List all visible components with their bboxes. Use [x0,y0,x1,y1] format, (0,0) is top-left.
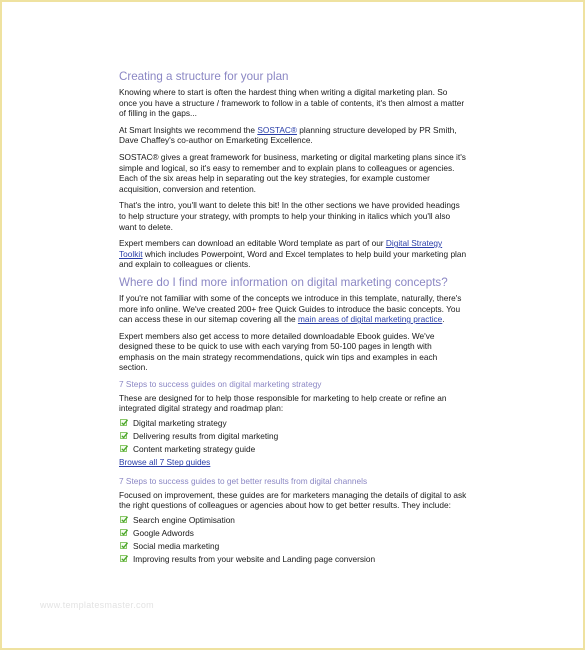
list-item-label: Google Adwords [133,527,194,538]
list-item-label: Improving results from your website and Landing page conversion [133,554,376,565]
checkmark-icon [120,419,127,426]
strategy-guides-list [119,418,467,455]
text: Expert members can download an editable Word template as part of our [119,238,386,249]
text: which includes Powerpoint, Word and Excel templates to help build your marketing plan and explain to colleagues or clients. [119,248,467,270]
paragraph-ebook-guides: Expert members also get access to more detailed downloadable Ebook guides. We've designed these to be quick to use with each varying from 50-100 pages in length with emphasis on the main strategy recommendations, quick win tips and examples in each section. [119,330,438,373]
text: At Smart Insights we recommend the [119,124,258,135]
checkmark-icon [120,542,127,549]
list-item [119,541,467,552]
paragraph-intro: Knowing where to start is often the hardest thing when writing a digital marketing plan. So once you have a structure / framework to follow in a table of contents, it's then almost a matter of filling in the gaps... [119,87,465,119]
subheading-strategy-guides: 7 Steps to success guides on digital marketing strategy [119,379,322,390]
watermark: www.templatesmaster.com [40,600,154,610]
list-item-label: Digital marketing strategy [133,417,227,428]
list-item-label: Social media marketing [133,541,220,552]
text: If you're not familiar with some of the concepts we introduce in this template, naturally, there's more info online. We've created 200+ free Quick Guides to introduce the basic concepts. You can access these in our sitemap covering all the [119,292,462,325]
paragraph-channel-guides-intro: Focused on improvement, these guides are for marketers managing the details of digital to ask the right questions of colleagues or agencies about how to get better results. They include: [119,489,467,511]
list-item [119,554,467,565]
text: . [442,314,445,325]
checkmark-icon [120,529,127,536]
checkmark-icon [120,432,127,439]
list-item [119,431,467,442]
list-item [119,444,467,455]
list-item-label: Delivering results from digital marketing [133,431,279,442]
digital-strategy-toolkit-link[interactable]: Digital Strategy Toolkit [119,238,443,259]
checkmark-icon [120,555,127,562]
paragraph-sostac-intro [119,125,467,146]
list-item-label: Content marketing strategy guide [133,444,256,455]
channel-guides-list [119,515,467,565]
paragraph-strategy-guides-intro: These are designed for to help those responsible for marketing to help create or refine an integrated digital strategy and roadmap plan: [119,392,447,414]
document-page [119,70,467,568]
list-item [119,515,467,526]
checkmark-icon [120,445,127,452]
list-item-label: Search engine Optimisation [133,514,235,525]
section-heading-structure: Creating a structure for your plan [119,70,289,83]
paragraph-quick-guides [119,293,467,325]
sostac-link[interactable]: SOSTAC® [257,124,297,135]
list-item [119,528,467,539]
subheading-channel-guides: 7 Steps to success guides to get better results from digital channels [119,476,368,486]
section-heading-more-info: Where do I find more information on digital marketing concepts? [119,275,448,289]
text: planning structure developed by PR Smith, Dave Chaffey's co-author on Emarketing Excellence. [119,124,457,146]
paragraph-toolkit [119,238,467,270]
checkmark-icon [120,516,127,523]
main-areas-link[interactable]: main areas of digital marketing practice [297,314,443,325]
paragraph-delete-note: That's the intro, you'll want to delete this bit! In the other sections we have provided headings to help structure your strategy, with prompts to help your thinking in italics which you'll also want to delete. [119,200,460,232]
list-item [119,418,467,429]
paragraph-sostac-framework: SOSTAC® gives a great framework for business, marketing or digital marketing plans since it's simple and logical, so it's easy to remember and to explain plans to colleagues or agencies. Each of the six areas help in separating out the key strategies, for example customer acquisition, conversion and retention. [119,151,466,194]
browse-guides-link[interactable]: Browse all 7 Step guides [119,457,211,468]
